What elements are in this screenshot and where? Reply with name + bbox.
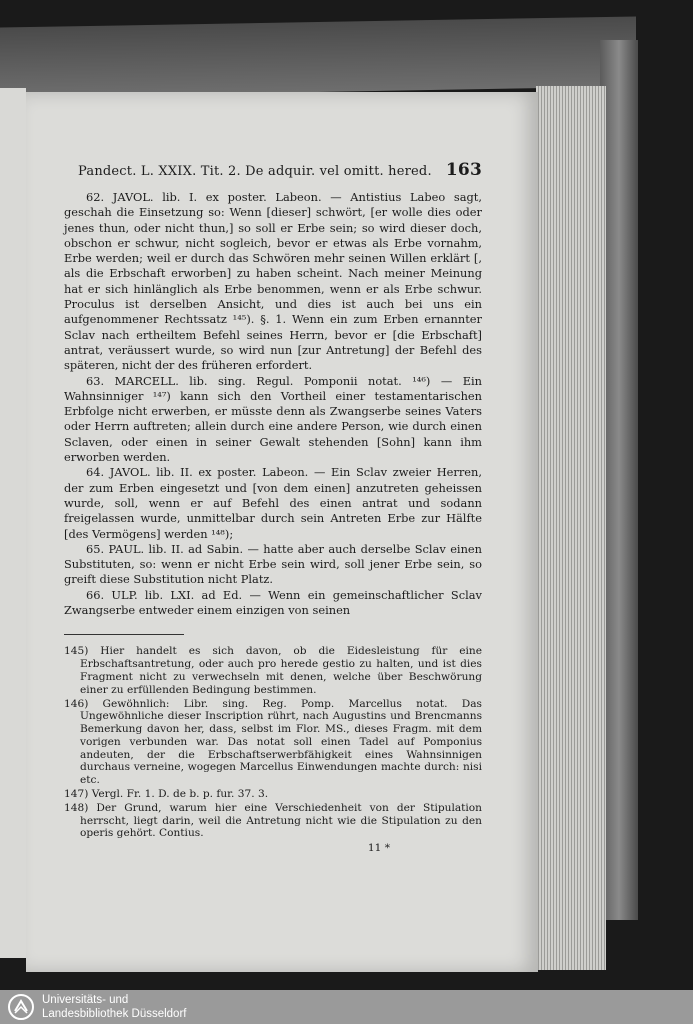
running-header bbox=[78, 160, 482, 180]
library-name-line1: Universitäts- und bbox=[42, 994, 129, 1006]
left-page-edge bbox=[0, 88, 26, 958]
page-content bbox=[64, 160, 482, 854]
paragraph-65: 65. PAUL. lib. II. ad Sabin. — hatte aber auch derselbe Sclav einen Substituten, so: wenn er nicht Erbe sein wird, soll jener Erbe sein, so greift diese Substitution nicht Platz. bbox=[64, 541, 482, 587]
library-logo-icon bbox=[8, 994, 34, 1020]
book-page bbox=[26, 92, 538, 972]
paragraph-66: 66. ULP. lib. LXI. ad Ed. — Wenn ein gemeinschaftlicher Sclav Zwangserbe entweder einem einzigen von seinen bbox=[64, 587, 482, 618]
page-edges bbox=[536, 86, 606, 970]
footnotes bbox=[64, 645, 482, 840]
page-number: 163 bbox=[445, 160, 482, 180]
paragraph-64: 64. JAVOL. lib. II. ex poster. Labeon. — Ein Sclav zweier Herren, der zum Erben eingesetzt und [von dem einen] anzutreten geheissen wurde, soll, wenn er auf Befehl des einen antrat und sodann freigelassen wurde, unmittelbar durch sein Antreten Erbe zur Hälfte [des Vermögens] werden ¹⁴⁸); bbox=[64, 465, 482, 541]
library-name bbox=[42, 993, 186, 1021]
footnote-divider bbox=[64, 634, 184, 635]
paragraph-62: 62. JAVOL. lib. I. ex poster. Labeon. — Antistius Labeo sagt, geschah die Einsetzung so: Wenn [dieser] schwört, [er wolle dies oder jenes thun, oder nicht thun,] so soll er Erbe sein; so wird dieser doch, obschon er schwur, nicht sogleich, bevor er etwas als Erbe vornahm, Erbe werden; weil er durch das Schwören mehr seinen Willen erklärt [, als die Erbschaft erworben] zu haben scheint. Nach meiner Meinung hat er sich hinlänglich als Erbe benommen, wenn er als Erbe schwur. Proculus ist derselben Ansicht, und dies ist auch bei uns ein aufgenommener Rechtssatz ¹⁴⁵). §. 1. Wenn ein zum Erben ernannter Sclav nach ertheiltem Befehl seines Herrn, bevor er [die Erbschaft] antrat, veräussert wurde, so wird nun [zur Antretung] der Befehl des späteren, nicht der des früheren erfordert. bbox=[64, 190, 482, 373]
library-name-line2: Landesbibliothek Düsseldorf bbox=[42, 1008, 187, 1020]
footnote-147: 147) Vergl. Fr. 1. D. de b. p. fur. 37. 3. bbox=[64, 788, 269, 801]
library-footer bbox=[0, 990, 693, 1024]
signature-mark: 11 * bbox=[367, 842, 390, 855]
footnote-148: 148) Der Grund, warum hier eine Verschiedenheit von der Stipulation herrscht, liegt darin, weil die Antretung nicht wie die Stipulation zu den operis gehört. Contius. bbox=[64, 801, 482, 840]
main-text bbox=[64, 190, 482, 618]
header-title: Pandect. L. XXIX. Tit. 2. De adquir. vel omitt. hered. bbox=[78, 164, 432, 179]
footnote-145: 145) Hier handelt es sich davon, ob die Eidesleistung für eine Erbschaftsantretung, oder auch pro herede gestio zu halten, und ist dies Fragment nicht zu verwechseln mit denen, welche über Beschwörung einer zu erfüllenden Bedingung bestimmen. bbox=[64, 645, 482, 696]
footnote-146: 146) Gewöhnlich: Libr. sing. Reg. Pomp. Marcellus notat. Das Ungewöhnliche dieser Inscription rührt, nach Augustins und Brencmanns Bemerkung davon her, dass, selbst im Flor. MS., dieses Fragm. mit dem vorigen verbunden war. Das notat soll einen Tadel auf Pomponius andeuten, der die Erbschaftserwerbfähigkeit eines Wahnsinnigen durchaus verneine, wogegen Marcellus Einwendungen machte durch: nisi etc. bbox=[64, 697, 482, 787]
paragraph-63: 63. MARCELL. lib. sing. Regul. Pomponii notat. ¹⁴⁶) — Ein Wahnsinniger ¹⁴⁷) kann sich den Vortheil einer testamentarischen Erbfolge nicht erwerben, er müsste denn als Zwangserbe seines Vaters oder Herrn auftreten; allein durch eine andere Person, wie durch einen Sclaven, oder einen in seiner Gewalt stehenden [Sohn] kann ihm erworben werden. bbox=[64, 373, 482, 465]
